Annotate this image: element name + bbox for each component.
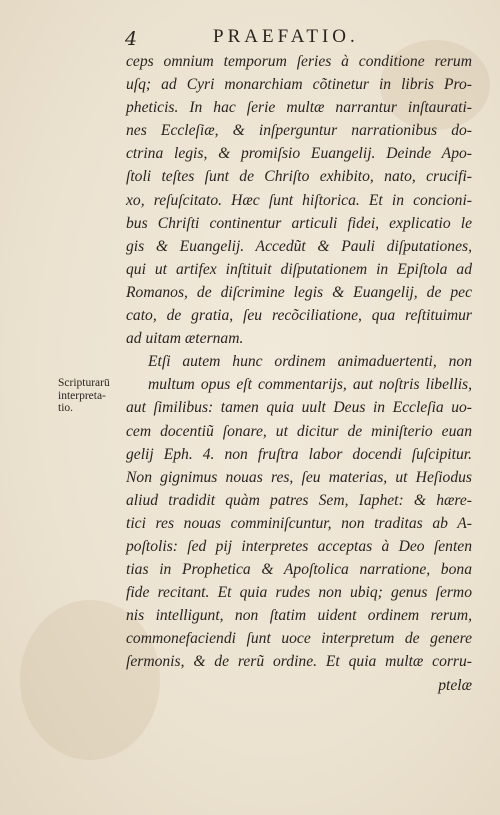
body-text bbox=[126, 50, 472, 697]
text-line: commonefaciendi ſunt uoce interpretum de genere bbox=[126, 630, 472, 648]
margin-note bbox=[58, 377, 130, 415]
text-line: gelij Eph. 4. non fruſtra labor docendi ſuſcipitur. bbox=[126, 445, 472, 463]
text-line: tici res nouas comminiſcuntur, non traditas ab A- bbox=[126, 514, 472, 532]
text-line: ad uitam æternam. bbox=[126, 330, 244, 348]
text-line: uſq; ad Cyri monarchiam cõtinetur in libris Pro- bbox=[126, 76, 472, 94]
text-line: Non gignimus nouas res, ſeu materias, ut Heſiodus bbox=[126, 468, 472, 486]
margin-note-line: Scripturarū bbox=[58, 377, 110, 389]
margin-note-line: interpreta- bbox=[58, 389, 106, 402]
paragraph-first-line: Etſi autem hunc ordinem animaduertenti, non bbox=[148, 353, 472, 371]
text-line: tias in Prophetica & Apoſtolica narratione, bona bbox=[126, 561, 472, 579]
text-line: pheticis. In hac ſerie multæ narrantur inſtaurati- bbox=[126, 99, 472, 117]
page-number: 4 bbox=[125, 28, 138, 50]
text-line: ſtoli teſtes ſunt de Chriſto exhibito, nato, crucifi- bbox=[126, 168, 472, 186]
text-line: aut ſimilibus: tamen quia uult Deus in Eccleſia uo- bbox=[126, 399, 472, 417]
text-line: cem docentiũ ſonare, ut dicitur de miniſterio euan bbox=[126, 422, 472, 440]
text-line: nes Eccleſiæ, & inſperguntur narrationibus do- bbox=[126, 122, 472, 140]
text-line: aliud tradidit quàm patres Sem, Iaphet: & hære- bbox=[126, 491, 472, 509]
text-line: nis intelligunt, non ſtatim uident ordinem rerum, bbox=[126, 607, 472, 625]
text-line: Romanos, de diſcrimine legis & Euangelij, de pec bbox=[126, 283, 472, 301]
text-line: gis & Euangelij. Accedũt & Pauli diſputationes, bbox=[126, 237, 472, 255]
text-line: cato, de gratia, ſeu recõciliatione, qua reſtituimur bbox=[126, 307, 472, 325]
text-line: ctrina legis, & promiſsio Euangelij. Deinde Apo- bbox=[126, 145, 472, 163]
text-line: qui ut artifex inſtituit diſputationem in Epiſtola ad bbox=[126, 260, 472, 278]
margin-note-line: tio. bbox=[58, 402, 74, 414]
text-line: bus Chriſti continentur articuli fidei, explicatio le bbox=[126, 214, 472, 232]
text-line: xo, reſuſcitato. Hæc ſunt hiſtorica. Et in concioni- bbox=[126, 191, 472, 209]
text-line: poſtolis: ſed pij interpretes acceptas à Deo ſenten bbox=[126, 537, 472, 555]
running-head: PRAEFATIO. bbox=[213, 26, 359, 47]
catchword: ptelæ bbox=[438, 676, 472, 694]
text-line: ceps omnium temporum ſeries à conditione rerum bbox=[126, 53, 472, 70]
text-line: ſermonis, & de rerũ ordine. Et quia multæ corru- bbox=[126, 653, 472, 671]
text-line: multum opus eſt commentarijs, aut noſtris libellis, bbox=[148, 376, 472, 394]
text-line: fide recitant. Et quia rudes non ubiq; genus ſermo bbox=[126, 584, 472, 602]
page-header bbox=[0, 22, 500, 52]
